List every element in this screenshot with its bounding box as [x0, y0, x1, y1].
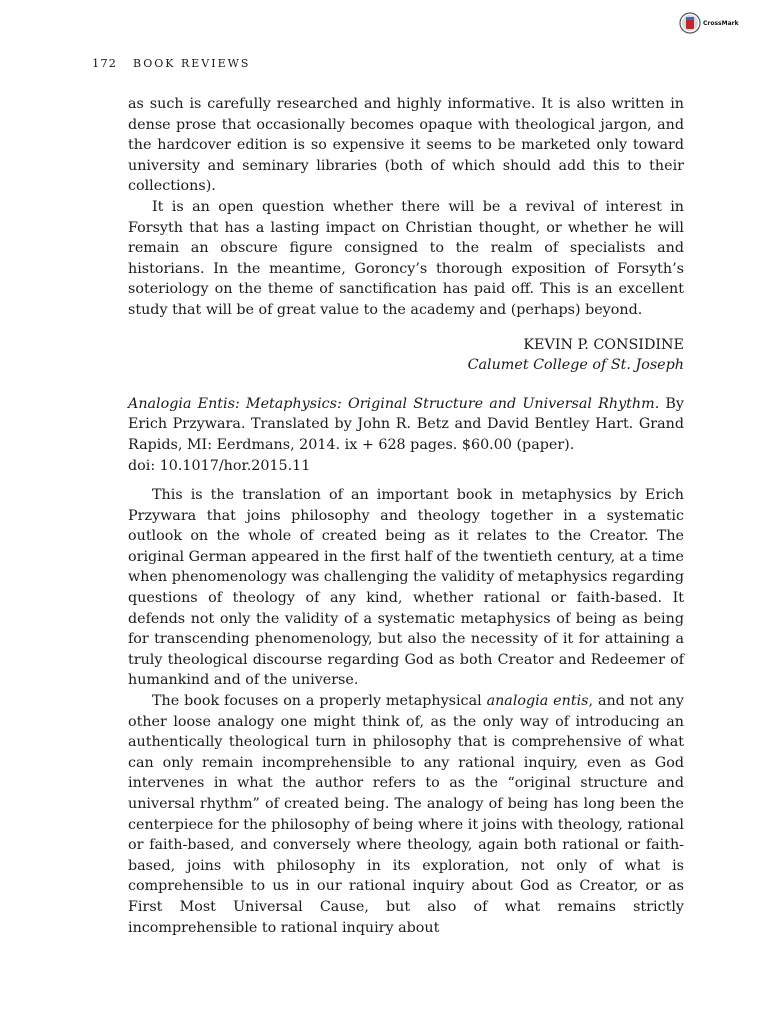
- crossmark-label: CrossMark: [703, 19, 739, 27]
- book-title: Analogia Entis: Metaphysics: Original Structure and Universal Rhythm: [128, 395, 655, 412]
- review-one-paragraph-1: as such is carefully researched and highly informative. It is also written in dense prose that occasionally becomes opaque with theological jargon, and the hardcover edition is so expensive it seems to be marketed only toward university and seminary libraries (both of which should add this to their collections).: [128, 96, 684, 195]
- running-head: [92, 56, 250, 70]
- review-two-paragraph-1: This is the translation of an important book in metaphysics by Erich Przywara that joins philosophy and theology together in a systematic outlook on the whole of created being as it relates to the Creator. The original German appeared in the first half of the twentieth century, at a time when phenomenology was challenging the validity of metaphysics regarding questions of theology of any kind, whether rational or faith-based. It defends not only the validity of a systematic metaphysics of being as being for transcending phenomenology, but also the necessity of it for attaining a truly theological discourse regarding God as both Creator and Redeemer of humankind and of the universe.: [128, 487, 684, 689]
- analogia-entis-term: analogia entis: [486, 693, 589, 710]
- crossmark-icon: [679, 12, 701, 34]
- running-title: BOOK REVIEWS: [132, 57, 251, 70]
- doi-line: doi: 10.1017/hor.2015.11: [128, 457, 311, 474]
- review-two-paragraph-2: [128, 691, 684, 938]
- page-body: [128, 94, 684, 938]
- reviewer-affiliation: Calumet College of St. Joseph: [467, 357, 684, 374]
- book-citation: [128, 394, 684, 456]
- review-two-paragraph-2-start: The book focuses on a properly metaphysical: [152, 693, 487, 710]
- review-one-paragraph-2: It is an open question whether there will be a revival of interest in Forsyth that has a lasting impact on Christian thought, or whether he will remain an obscure figure consigned to the realm of specialists and historians. In the meantime, Goroncy’s thorough exposition of Forsyth’s soteriology on the theme of sanctification has paid off. This is an excellent study that will be of great value to the academy and (perhaps) beyond.: [128, 198, 684, 318]
- review-two-paragraph-2-rest: , and not any other loose analogy one might think of, as the only way of introducing an authentically theological turn in philosophy that is comprehensive of what can only remain incomprehensible to any rational inquiry, even as God intervenes in what the author refers to as the “original structure and universal rhythm” of created being. The analogy of being has long been the centerpiece for the philosophy of being where it joins with theology, rational or faith-based, and conversely where theology, again both rational or faith-based, joins with philosophy in its exploration, not only of what is comprehensible to us in our rational inquiry about God as Creator, or as First Most Universal Cause, but also of what remains strictly incomprehensible to rational inquiry about: [128, 693, 685, 936]
- reviewer-name: KEVIN P. CONSIDINE: [523, 336, 684, 353]
- crossmark-badge[interactable]: [679, 12, 739, 34]
- book-citation-details: . By Erich Przywara. Translated by John R. Betz and David Bentley Hart. Grand Rapids, MI: Eerdmans, 2014. ix + 628 pages. $60.00 (paper).: [128, 395, 684, 453]
- page-number: 172: [92, 56, 117, 70]
